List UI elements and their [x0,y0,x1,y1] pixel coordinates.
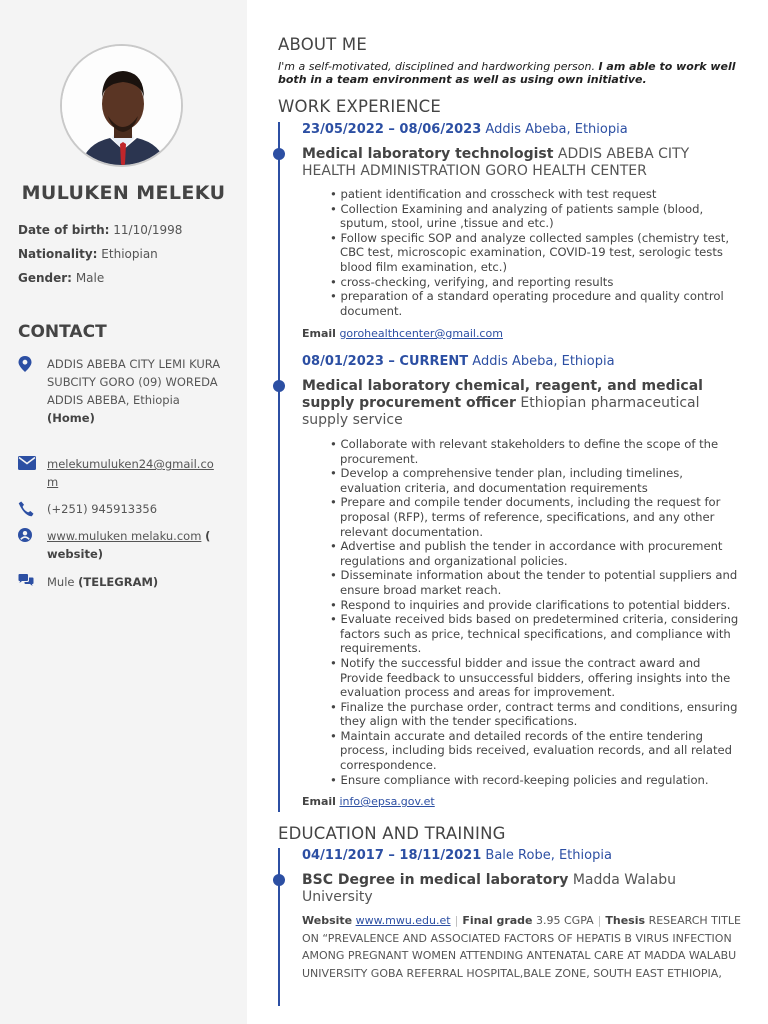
job-email-link[interactable]: info@epsa.gov.et [339,795,435,808]
contact-website: www.muluken melaku.com ( website) [18,527,230,563]
list-item: • Advertise and publish the tender in accordance with procurement regulations and organizational policies. [320,539,740,568]
university-website-link[interactable]: www.mwu.edu.et [355,914,451,927]
job-email: Email info@epsa.gov.et [302,795,435,808]
list-item: • Ensure compliance with record-keeping policies and regulation. [320,773,740,788]
contact-telegram: Mule (TELEGRAM) [18,573,230,591]
chat-bubbles-icon [18,574,34,587]
job-duties [320,187,740,318]
envelope-icon [18,456,36,470]
list-item: • Collection Examining and analyzing of patients sample (blood, sputum, stool, urine ,tissue and etc.) [320,202,740,231]
contact-address: ADDIS ABEBA CITY LEMI KURA SUBCITY GORO (09) WOREDA ADDIS ABEBA, Ethiopia (Home) [18,355,230,427]
about-text: I'm a self-motivated, disciplined and hardworking person. I am able to work well both in a team environment as well as using own initiative. [278,60,736,86]
list-item: • Notify the successful bidder and issue the contract award and Provide feedback to unsuccessful bidders, offering insights into the evaluation process and areas for improvement. [320,656,740,700]
phone-icon [18,501,34,517]
list-item: • preparation of a standard operating procedure and quality control document. [320,289,740,318]
list-item: • Prepare and compile tender documents, including the request for proposal (RFP), terms of reference, specifications, and any other relevant documentation. [320,495,740,539]
sidebar [0,0,247,1024]
education-date: 04/11/2017 – 18/11/2021 Bale Robe, Ethiopia [302,848,612,863]
contact-heading: CONTACT [18,322,107,342]
education-details: Website www.mwu.edu.et | Final grade 3.95 CGPA | Thesis RESEARCH TITLE ON “PREVALENCE AND ASSOCIATED FACTORS OF HEPATIS B VIRUS INFECTION AMONG PREGNANT WOMEN ATTENDING ANTENATAL CARE AT MADDA WALABU UNIVERSITY GOBA REFERRAL HOSPITAL,BALE ZONE, SOUTH EAST ETHIOPIA, [302,914,741,980]
list-item: • Respond to inquiries and provide clarifications to potential bidders. [320,598,740,613]
list-item: • Evaluate received bids based on predetermined criteria, considering factors such as price, technical specifications, and compliance with requirements. [320,612,740,656]
nationality: Nationality: Ethiopian [18,247,158,261]
list-item: • Maintain accurate and detailed records of the entire tendering process, including bids received, evaluation records, and all related correspondence. [320,729,740,773]
profile-name: MULUKEN MELEKU [21,182,226,204]
job-date: 23/05/2022 – 08/06/2023 Addis Abeba, Ethiopia [302,122,628,137]
contact-email [18,455,230,491]
list-item: • Develop a comprehensive tender plan, including timelines, evaluation criteria, and documentation requirements [320,466,740,495]
timeline-dot [273,874,285,886]
date-of-birth: Date of birth: 11/10/1998 [18,223,183,237]
list-item: • Collaborate with relevant stakeholders to define the scope of the procurement. [320,437,740,466]
education-degree: BSC Degree in medical laboratory Madda Walabu University [302,872,677,905]
timeline-dot [273,380,285,392]
about-heading: ABOUT ME [278,35,367,54]
job-title: Medical laboratory chemical, reagent, and medical supply procurement officer Ethiopian pharmaceutical supply service [302,378,703,428]
education-timeline [278,848,280,1006]
list-item: • Follow specific SOP and analyze collected samples (chemistry test, CBC test, microscopic examination, COVID-19 test, serologic tests blood film examination, etc.) [320,231,740,275]
work-heading: WORK EXPERIENCE [278,97,441,116]
user-circle-icon [18,528,32,542]
website-link[interactable]: www.muluken melaku.com [47,529,202,543]
job-email: Email gorohealthcenter@gmail.com [302,327,503,340]
list-item: • patient identification and crosscheck with test request [320,187,740,202]
profile-photo [60,44,183,167]
job-duties [320,437,740,787]
list-item: • Finalize the purchase order, contract terms and conditions, ensuring they align with the tender specifications. [320,700,740,729]
list-item: • cross-checking, verifying, and reporting results [320,275,740,290]
map-pin-icon [18,356,32,372]
work-timeline [278,122,280,812]
job-title: Medical laboratory technologist ADDIS ABEBA CITY HEALTH ADMINISTRATION GORO HEALTH CENTER [302,146,690,179]
list-item: • Disseminate information about the tender to potential suppliers and ensure broad market reach. [320,568,740,597]
job-email-link[interactable]: gorohealthcenter@gmail.com [339,327,503,340]
email-link[interactable]: melekumuluken24@gmail.com [47,457,214,489]
timeline-dot [273,148,285,160]
job-date: 08/01/2023 – CURRENT Addis Abeba, Ethiopia [302,354,615,369]
education-heading: EDUCATION AND TRAINING [278,824,506,843]
gender: Gender: Male [18,271,105,285]
contact-phone: (+251) 945913356 [18,500,230,518]
